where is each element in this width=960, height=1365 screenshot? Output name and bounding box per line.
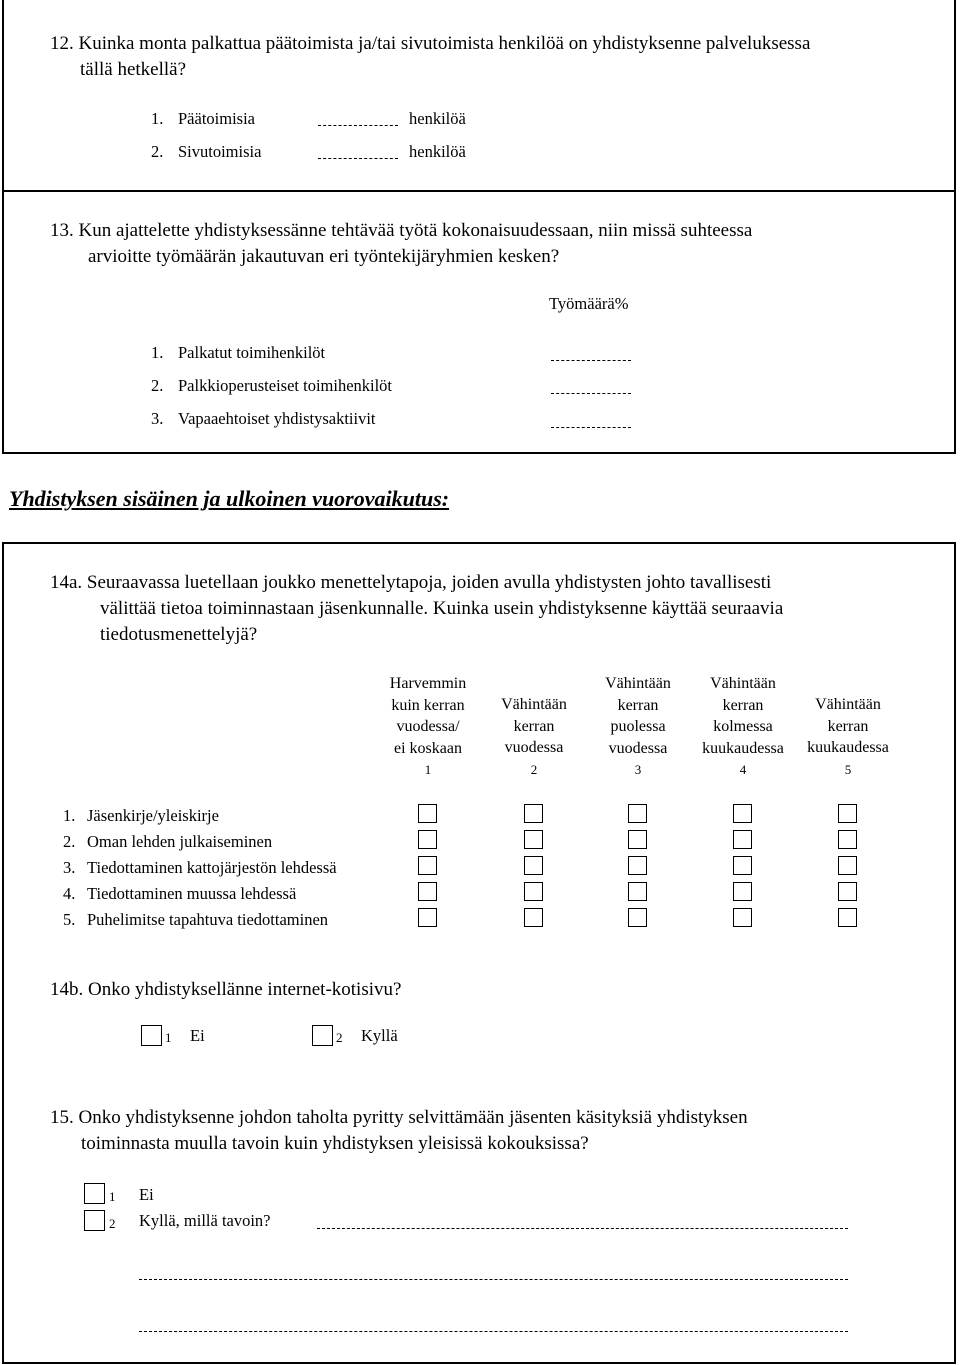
q14a-text-line2: välittää tietoa toiminnastaan jäsenkunnalle. Kuinka usein yhdistyksenne käyttää seuraavia xyxy=(100,598,784,619)
q14a-row-1-col-4-checkbox[interactable] xyxy=(733,804,752,823)
q14a-col-3-code: 3 xyxy=(634,762,642,777)
q14a-col-3-header: Vähintään kerran puolessa vuodessa 3 xyxy=(578,673,698,781)
q13-item-2-num: 2. xyxy=(151,376,164,395)
q14a-row-1-col-1-checkbox[interactable] xyxy=(418,804,437,823)
q14a-row-5-col-2-checkbox[interactable] xyxy=(524,908,543,927)
q14a-row-4-label: Tiedottaminen muussa lehdessä xyxy=(87,884,297,903)
q15-text-line1: 15. Onko yhdistyksenne johdon taholta pyritty selvittämään jäsenten käsityksiä yhdistyksen xyxy=(50,1107,748,1128)
q13-item-2-percent-blank[interactable] xyxy=(551,393,631,394)
q13-text-line2: arvioitte työmäärän jakautuvan eri työntekijäryhmien kesken? xyxy=(88,246,560,267)
q14a-row-1-col-2-checkbox[interactable] xyxy=(524,804,543,823)
q13-item-3-label: Vapaaehtoiset yhdistysaktiivit xyxy=(178,409,376,428)
q14a-row-4-col-1-checkbox[interactable] xyxy=(418,882,437,901)
q14a-row-5-label: Puhelimitse tapahtuva tiedottaminen xyxy=(87,910,329,929)
q14a-row-5-col-4-checkbox[interactable] xyxy=(733,908,752,927)
q13-item-3-num: 3. xyxy=(151,409,164,428)
question-14-15-box xyxy=(2,542,956,1364)
q14a-col-1-code: 1 xyxy=(424,762,432,777)
q14a-row-2-col-1-checkbox[interactable] xyxy=(418,830,437,849)
q15-option-1-code: 1 xyxy=(109,1189,116,1204)
q14b-option-1-code: 1 xyxy=(165,1030,172,1045)
q14a-row-2-label: Oman lehden julkaiseminen xyxy=(87,832,273,851)
q14a-row-1-col-5-checkbox[interactable] xyxy=(838,804,857,823)
q12-text-line2: tällä hetkellä? xyxy=(80,59,187,80)
q14a-row-3-col-3-checkbox[interactable] xyxy=(628,856,647,875)
q14a-col-1-header: Harvemmin kuin kerran vuodessa/ ei koskaan 1 xyxy=(368,673,488,781)
q14a-row-1-num: 1. xyxy=(63,806,76,825)
q14b-text: 14b. Onko yhdistyksellänne internet-kotisivu? xyxy=(50,979,402,1000)
q15-option-1-label: Ei xyxy=(139,1185,154,1204)
q14a-text-line1: 14a. Seuraavassa luetellaan joukko menettelytapoja, joiden avulla yhdistysten johto tavallisesti xyxy=(50,572,772,593)
q14a-row-5-col-1-checkbox[interactable] xyxy=(418,908,437,927)
q14a-row-4-col-3-checkbox[interactable] xyxy=(628,882,647,901)
q13-item-3-percent-blank[interactable] xyxy=(551,427,631,428)
q12-item-1-label: Päätoimisia xyxy=(178,109,255,128)
q14a-row-4-col-4-checkbox[interactable] xyxy=(733,882,752,901)
q14a-row-3-col-5-checkbox[interactable] xyxy=(838,856,857,875)
q15-option-2-label: Kyllä, millä tavoin? xyxy=(139,1211,271,1230)
q14a-col-2-header: Vähintään kerran vuodessa 2 xyxy=(474,694,594,780)
q14a-text-line3: tiedotusmenettelyjä? xyxy=(100,624,258,645)
q15-answer-line-3[interactable] xyxy=(139,1331,848,1332)
q14a-row-3-num: 3. xyxy=(63,858,76,877)
q12-item-2-label: Sivutoimisia xyxy=(178,142,262,161)
q13-item-1-num: 1. xyxy=(151,343,164,362)
q12-item-1-unit: henkilöä xyxy=(409,109,466,128)
q14b-option-1-checkbox[interactable] xyxy=(141,1025,162,1046)
q14b-option-2-label: Kyllä xyxy=(361,1026,398,1045)
q14a-row-4-col-5-checkbox[interactable] xyxy=(838,882,857,901)
q14a-row-2-col-5-checkbox[interactable] xyxy=(838,830,857,849)
q14a-row-5-col-3-checkbox[interactable] xyxy=(628,908,647,927)
q14a-row-2-col-3-checkbox[interactable] xyxy=(628,830,647,849)
q15-option-2-code: 2 xyxy=(109,1216,116,1231)
q14a-col-5-header: Vähintään kerran kuukaudessa 5 xyxy=(788,694,908,780)
q12-text-line1: 12. Kuinka monta palkattua päätoimista ja/tai sivutoimista henkilöä on yhdistyksenne palveluksessa xyxy=(50,33,811,54)
q14a-col-5-code: 5 xyxy=(844,761,852,777)
q14a-row-1-label: Jäsenkirje/yleiskirje xyxy=(87,806,219,825)
q15-answer-line-1[interactable] xyxy=(317,1228,848,1229)
q15-option-1-checkbox[interactable] xyxy=(84,1183,105,1204)
q12-item-2-num: 2. xyxy=(151,142,164,161)
q13-item-1-label: Palkatut toimihenkilöt xyxy=(178,343,326,362)
q12-item-2-answer-blank[interactable] xyxy=(318,158,398,159)
q14b-option-2-checkbox[interactable] xyxy=(312,1025,333,1046)
q14b-option-2-code: 2 xyxy=(336,1030,343,1045)
section-heading: Yhdistyksen sisäinen ja ulkoinen vuorovaikutus: xyxy=(9,486,450,511)
q14a-row-1-col-3-checkbox[interactable] xyxy=(628,804,647,823)
q14a-row-5-col-5-checkbox[interactable] xyxy=(838,908,857,927)
q14a-row-3-col-1-checkbox[interactable] xyxy=(418,856,437,875)
q12-item-1-num: 1. xyxy=(151,109,164,128)
question-12-box xyxy=(2,0,956,192)
q13-column-header: Työmäärä% xyxy=(549,294,629,313)
q13-text-line1: 13. Kun ajattelette yhdistyksessänne tehtävää työtä kokonaisuudessaan, niin missä suhteessa xyxy=(50,220,753,241)
q13-item-2-label: Palkkioperusteiset toimihenkilöt xyxy=(178,376,393,395)
q12-item-2-unit: henkilöä xyxy=(409,142,466,161)
q14a-row-4-col-2-checkbox[interactable] xyxy=(524,882,543,901)
q14a-col-2-code: 2 xyxy=(530,761,538,777)
q14a-row-5-num: 5. xyxy=(63,910,76,929)
q14a-row-2-col-4-checkbox[interactable] xyxy=(733,830,752,849)
q14a-row-3-col-4-checkbox[interactable] xyxy=(733,856,752,875)
q14a-row-2-num: 2. xyxy=(63,832,76,851)
q14a-col-4-header: Vähintään kerran kolmessa kuukaudessa 4 xyxy=(683,673,803,781)
q15-answer-line-2[interactable] xyxy=(139,1279,848,1280)
q14a-row-4-num: 4. xyxy=(63,884,76,903)
q12-item-1-answer-blank[interactable] xyxy=(318,125,398,126)
q14a-col-4-code: 4 xyxy=(739,762,747,777)
q14b-option-1-label: Ei xyxy=(190,1026,205,1045)
q14a-row-3-label: Tiedottaminen kattojärjestön lehdessä xyxy=(87,858,337,877)
q14a-row-3-col-2-checkbox[interactable] xyxy=(524,856,543,875)
q13-item-1-percent-blank[interactable] xyxy=(551,360,631,361)
q15-option-2-checkbox[interactable] xyxy=(84,1210,105,1231)
q15-text-line2: toiminnasta muulla tavoin kuin yhdistyksen yleisissä kokouksissa? xyxy=(81,1133,589,1154)
q14a-row-2-col-2-checkbox[interactable] xyxy=(524,830,543,849)
